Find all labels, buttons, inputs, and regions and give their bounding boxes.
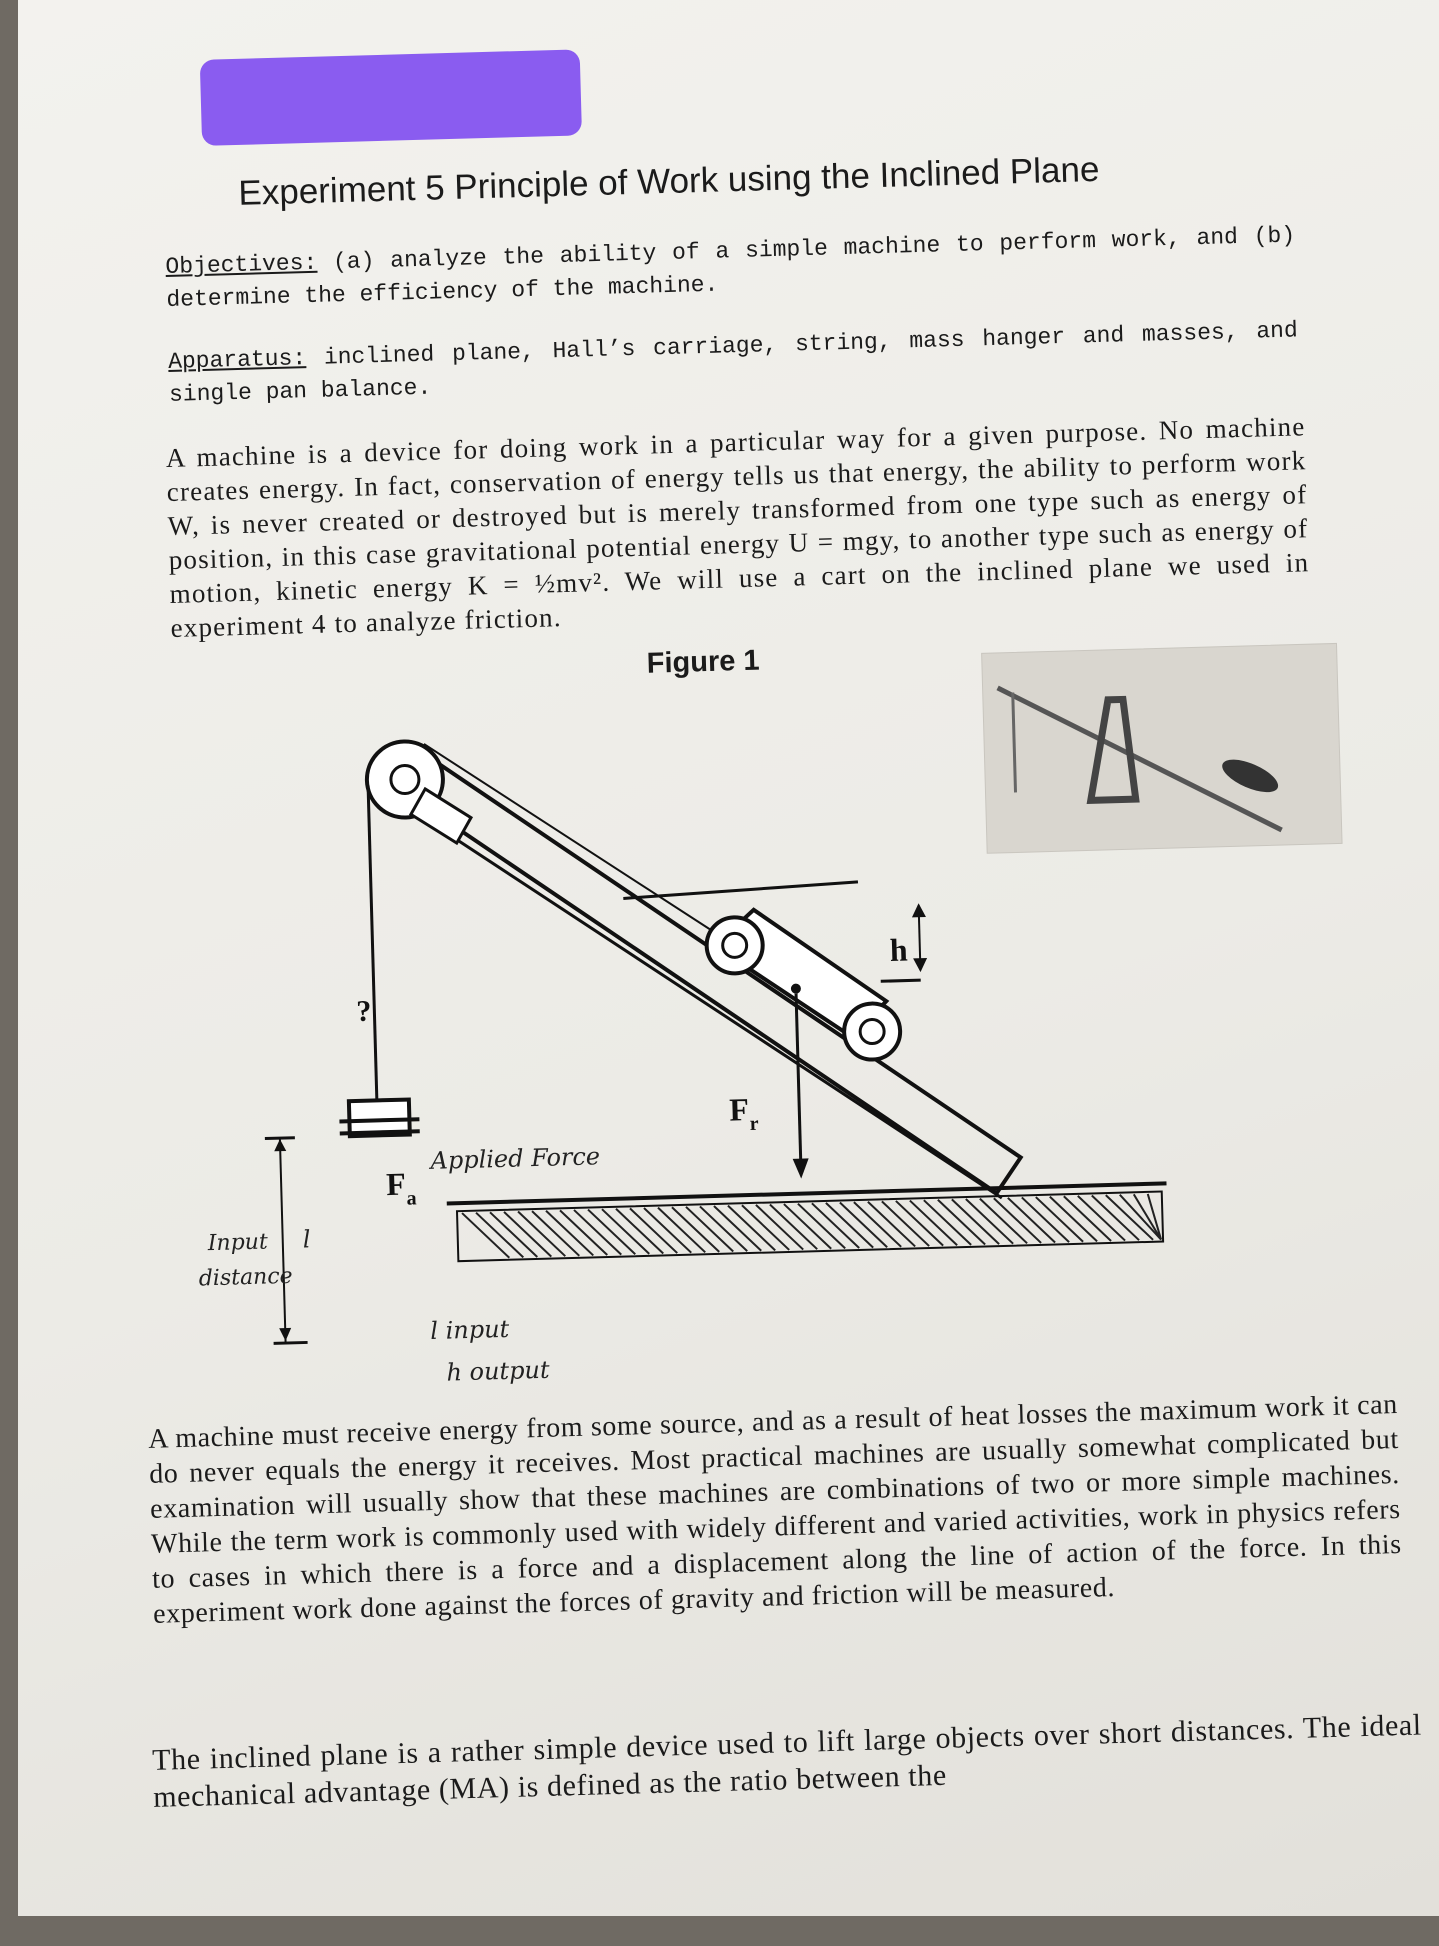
ground-hatch-line	[700, 1205, 747, 1252]
ground-hatch-line	[588, 1208, 635, 1255]
ground-hatch-line	[476, 1211, 523, 1258]
ground-hatch-line	[812, 1202, 859, 1249]
ground-hatch-line	[756, 1204, 803, 1251]
gravity-force-subscript: r	[749, 1112, 759, 1136]
ground-hatch-line	[966, 1198, 1013, 1245]
ground-hatch-line	[896, 1200, 943, 1247]
ground-hatch-line	[1078, 1195, 1125, 1242]
inclined-plane-paragraph: The inclined plane is a rather simple device used to lift large objects over short distances. The ideal mechanical advantage (MA) is defined as the ratio between the	[151, 1708, 1423, 1814]
ground-hatch-line	[854, 1201, 901, 1248]
ground-hatch-line	[1064, 1195, 1111, 1242]
ground-hatch-line	[532, 1210, 579, 1257]
objectives-text: (a) analyze the ability of a simple machine to perform work, and (b) determine the efficiency of the machine.	[166, 222, 1296, 313]
ground-hatch-line	[826, 1202, 873, 1249]
ground-hatch-line	[868, 1200, 915, 1247]
ground-hatch-line	[784, 1203, 831, 1250]
ground-hatch-line	[616, 1207, 663, 1254]
ground-hatch-line	[658, 1206, 705, 1253]
mass-hanger	[339, 1099, 420, 1136]
inclined-plane-figure	[9, 0, 1439, 1450]
ground-hatch-line	[560, 1209, 607, 1256]
ground-hatch-line	[840, 1201, 887, 1248]
hanging-string	[368, 786, 377, 1101]
ground-hatch-line	[1036, 1196, 1083, 1243]
ground-hatch-line	[1106, 1194, 1153, 1241]
document-page	[18, 0, 1439, 1916]
applied-force-label: F	[385, 1165, 407, 1203]
figure-title: Figure 1	[646, 644, 760, 680]
apparatus-photo	[982, 643, 1342, 853]
ground-hatch-line	[504, 1211, 551, 1258]
ground-hatch-line	[924, 1199, 971, 1246]
energy-paragraph: A machine must receive energy from some source, and as a result of heat losses the maximum work it can do never equals the energy it receives. Most practical machines are usually somewhat complicated but examination will usually show that these machines are combinations of two or more simple machines. While the term work is commonly used with widely different and varied activities, work in physics refers to cases in which there is a force and a displacement along the line of action of the force. In this experiment work done against the forces of gravity and friction will be measured.	[147, 1389, 1403, 1630]
ground-hatch-line	[630, 1207, 677, 1254]
ground-hatch-line	[546, 1209, 593, 1256]
inclined-plane	[399, 738, 1022, 1215]
ground-surface	[447, 1183, 1168, 1261]
ground-hatch-line	[728, 1204, 775, 1251]
ground-hatch-line	[994, 1197, 1041, 1244]
ground-hatch-line	[770, 1203, 817, 1250]
ground-hatch-line	[938, 1198, 985, 1245]
pulley	[366, 740, 472, 846]
ground-hatch-line	[714, 1205, 761, 1252]
ground-hatch-line	[1022, 1196, 1069, 1243]
ground-hatch-line	[490, 1211, 537, 1258]
l-input-annotation: l input	[429, 1314, 510, 1346]
ground-hatch-line	[742, 1204, 789, 1251]
experiment-title: Experiment 5 Principle of Work using the Inclined Plane	[237, 149, 1100, 213]
ground-hatch-line	[1092, 1194, 1139, 1241]
apparatus-text: inclined plane, Hall’s carriage, string, mass hanger and masses, and single pan balance.	[168, 317, 1299, 408]
question-mark-label: ?	[355, 994, 372, 1028]
ground-hatch-line	[462, 1212, 509, 1259]
ground-hatch-line	[686, 1206, 733, 1253]
applied-force-annotation: Applied Force	[430, 1142, 601, 1175]
input-annotation: Input	[207, 1229, 269, 1257]
ground-hatch-line	[798, 1202, 845, 1249]
ground-hatch-line	[882, 1200, 929, 1247]
ground-hatch-line	[518, 1210, 565, 1257]
hall-carriage	[706, 906, 901, 1064]
gravity-force-label: F	[728, 1091, 750, 1128]
objectives-label: Objectives:	[165, 249, 318, 280]
height-label: h	[889, 931, 909, 969]
ground-hatch-line	[602, 1208, 649, 1255]
page-content	[9, 0, 1439, 1946]
ground-hatch-line	[1008, 1197, 1055, 1244]
ground-hatch-line	[980, 1197, 1027, 1244]
ground-hatch-line	[672, 1206, 719, 1253]
h-output-annotation: h output	[446, 1355, 550, 1387]
ground-hatch-line	[574, 1209, 621, 1256]
ground-hatch-line	[1050, 1195, 1097, 1242]
ground-hatch-line	[644, 1207, 691, 1254]
intro-paragraph: A machine is a device for doing work in a particular way for a given purpose. No machine creates energy. In fact, conservation of energy tells us that energy, the ability to perform work W, is never created or destroyed but is merely transformed from one type such as energy of position, in this case gravitational potential energy U = mgy, to another type such as energy of motion, kinetic energy K = ½mv². We will use a cart on the inclined plane we used in experiment 4 to analyze friction.	[165, 411, 1310, 643]
distance-annotation: distance	[198, 1263, 293, 1292]
length-symbol-annotation: l	[302, 1225, 311, 1254]
ground-hatch-line	[910, 1199, 957, 1246]
input-distance-marker	[265, 1138, 311, 1344]
ground-hatch-line	[952, 1198, 999, 1245]
applied-force-subscript: a	[406, 1187, 417, 1210]
apparatus-label: Apparatus:	[167, 345, 307, 375]
